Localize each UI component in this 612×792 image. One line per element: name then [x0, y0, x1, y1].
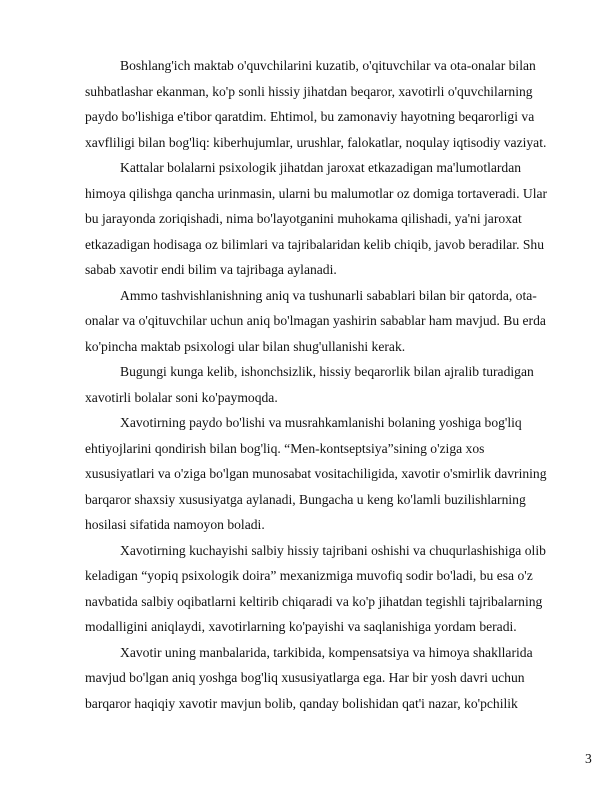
- paragraph-4-line-2: xavotirli bolalar soni ko'paymoqda.: [85, 390, 278, 405]
- paragraph-2-line-5: sabab xavotir endi bilim va tajribaga aylanadi.: [85, 262, 337, 277]
- paragraph-5-line-1: Xavotirning paydo bo'lishi va musrahkamlanishi bolaning yoshiga bog'liq: [120, 415, 522, 430]
- paragraph-2-line-1: Kattalar bolalarni psixologik jihatdan jaroxat etkazadigan ma'lumotlardan: [120, 160, 522, 175]
- paragraph-6-line-2: keladigan “yopiq psixologik doira” mexanizmiga muvofiq sodir bo'ladi, bu esa o'z: [85, 568, 533, 583]
- paragraph-4-line-1: Bugungi kunga kelib, ishonchsizlik, hissiy beqarorlik bilan ajralib turadigan: [120, 364, 534, 379]
- paragraph-3-line-1: Ammo tashvishlanishning aniq va tushunarli sabablari bilan bir qatorda, ota-: [120, 288, 537, 303]
- page-number: 3: [585, 751, 592, 766]
- paragraph-1-line-3: paydo bo'lishiga e'tibor qaratdim. Ehtimol, bu zamonaviy hayotning beqarorligi va: [85, 109, 535, 124]
- paragraph-7-line-1: Xavotir uning manbalarida, tarkibida, kompensatsiya va himoya shakllarida: [120, 645, 533, 660]
- paragraph-5-line-3: xususiyatlari va o'ziga bo'lgan munosabat vositachiligida, xavotir o'smirlik davrining: [85, 466, 547, 481]
- paragraph-7-line-2: mavjud bo'lgan aniq yoshga bog'liq xususiyatlarga ega. Har bir yosh davri uchun: [85, 670, 525, 685]
- paragraph-2-line-4: etkazadigan hodisaga oz bilimlari va tajribalaridan kelib chiqib, javob beradilar. Shu: [85, 237, 545, 252]
- paragraph-5-line-2: ehtiyojlarini qondirish bilan bog'liq. “Men-kontseptsiya”sining o'ziga xos: [85, 441, 485, 456]
- paragraph-3-line-2: onalar va o'qituvchilar uchun aniq bo'lmagan yashirin sabablar ham mavjud. Bu erda: [85, 313, 546, 328]
- paragraph-1-line-2: suhbatlashar ekanman, ko'p sonli hissiy jihatdan beqaror, xavotirli o'quvchilarning: [85, 84, 533, 99]
- paragraph-1-line-4: xavfliligi bilan bog'liq: kiberhujumlar, urushlar, falokatlar, noqulay iqtisodiy vaziyat.: [85, 135, 547, 150]
- paragraph-5-line-5: hosilasi sifatida namoyon boladi.: [85, 517, 265, 532]
- paragraph-2-line-3: bu jarayonda zoriqishadi, nima bo'layotganini muhokama qilishadi, ya'ni jaroxat: [85, 211, 522, 226]
- paragraph-6-line-1: Xavotirning kuchayishi salbiy hissiy tajribani oshishi va chuqurlashishiga olib: [120, 543, 546, 558]
- paragraph-6-line-4: modalligini aniqlaydi, xavotirlarning ko'payishi va saqlanishiga yordam beradi.: [85, 619, 517, 634]
- paragraph-3-line-3: ko'pincha maktab psixologi ular bilan shug'ullanishi kerak.: [85, 339, 406, 354]
- paragraph-7-line-3: barqaror haqiqiy xavotir mavjun bolib, qanday bolishidan qat'i nazar, ko'pchilik: [85, 696, 518, 711]
- paragraph-6-line-3: navbatida salbiy oqibatlarni keltirib chiqaradi va ko'p jihatdan tegishli tajribalarning: [85, 594, 543, 609]
- paragraph-2-line-2: himoya qilishga qancha urinmasin, ularni bu malumotlar oz domiga tortaveradi. Ular: [85, 186, 548, 201]
- paragraph-1-line-1: Boshlang'ich maktab o'quvchilarini kuzatib, o'qituvchilar va ota-onalar bilan: [120, 58, 536, 73]
- paragraph-5-line-4: barqaror shaxsiy xususiyatga aylanadi, Bungacha u keng ko'lamli buzilishlarning: [85, 492, 526, 507]
